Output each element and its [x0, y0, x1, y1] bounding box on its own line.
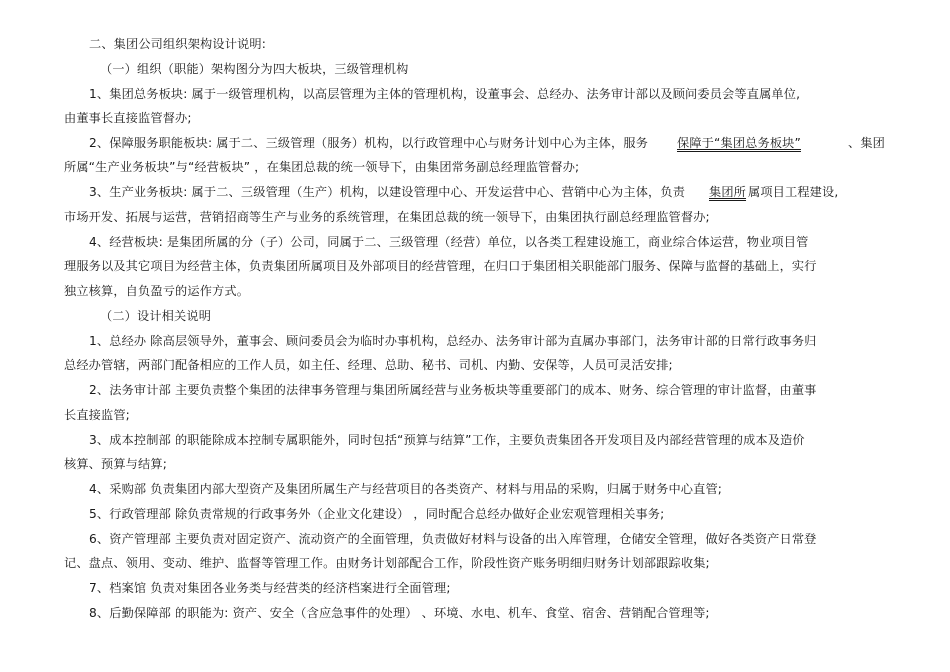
paragraph-line: 独立核算，自负盈亏的运作方式。 [64, 284, 250, 298]
paragraph-line: 由董事长直接监管督办; [64, 111, 192, 125]
subsection-heading: （一）组织（职能）架构图分为四大板块，三级管理机构 [100, 62, 409, 76]
paragraph-line: 所属“生产业务板块”与“经营板块” ，在集团总裁的统一领导下，由集团常务副总经理监管督办; [64, 160, 580, 174]
paragraph-line: 2、法务审计部 主要负责整个集团的法律事务管理与集团所属经营与业务板块等重要部门的成本、财务、综合管理的审计监督，由董事 [89, 383, 817, 397]
paragraph-line: 5、行政管理部 除负责常规的行政事务外（企业文化建设） ，同时配合总经办做好企业宏观管理相关事务; [89, 507, 665, 521]
underlined-phrase: 保障于“集团总务板块” [677, 136, 801, 150]
paragraph-line: 4、采购部 负责集团内部大型资产及集团所属生产与经营项目的各类资产、材料与用品的采购，归属于财务中心直管; [89, 482, 723, 496]
paragraph-line: 总经办管辖，两部门配备相应的工作人员，如主任、经理、总助、秘书、司机、内勤、安保等，人员可灵活安排; [64, 358, 673, 372]
paragraph-line: 记、盘点、领用、变动、维护、监督等管理工作。由财务计划部配合工作，阶段性资产账务明细归财务计划部跟踪收集; [64, 556, 710, 570]
paragraph-line: 8、后勤保障部 的职能为: 资产、安全（含应急事件的处理） 、环境、水电、机车、食堂、宿舍、营销配合管理等; [89, 606, 710, 620]
section-heading: 二、集团公司组织架构设计说明: [89, 37, 266, 51]
paragraph-line: 2、保障服务职能板块: 属于二、三级管理（服务）机构，以行政管理中心与财务计划中心为主体，服务 [89, 136, 649, 150]
paragraph-line: 长直接监管; [64, 408, 130, 422]
paragraph-line: 3、成本控制部 的职能除成本控制专属职能外，同时包括“预算与结算”工作，主要负责集团各开发项目及内部经营管理的成本及造价 [89, 433, 805, 447]
paragraph-line: 市场开发、拓展与运营，营销招商等生产与业务的系统管理，在集团总裁的统一领导下，由集团执行副总经理监管督办; [64, 210, 710, 224]
paragraph-line: 6、资产管理部 主要负责对固定资产、流动资产的全面管理，负责做好材料与设备的出入库管理，仓储安全管理，做好各类资产日常登 [89, 532, 817, 546]
paragraph-line: 4、经营板块: 是集团所属的分（子）公司，同属于二、三级管理（经营）单位，以各类工程建设施工，商业综合体运营，物业项目管 [89, 235, 809, 249]
paragraph-line: 核算、预算与结算; [64, 457, 167, 471]
paragraph-line: 7、档案馆 负责对集团各业务类与经营类的经济档案进行全面管理; [89, 581, 451, 595]
paragraph-line: 3、生产业务板块: 属于二、三级管理（生产）机构，以建设管理中心、开发运营中心、营销中心为主体，负责 [89, 185, 686, 199]
paragraph-line: 、集团 [848, 136, 886, 150]
underlined-phrase: 集团所 [709, 185, 747, 199]
subsection-heading: （二）设计相关说明 [100, 309, 212, 323]
paragraph-line: 理服务以及其它项目为经营主体，负责集团所属项目及外部项目的经营管理，在归口于集团相关职能部门服务、保障与监督的基础上，实行 [64, 259, 817, 273]
paragraph-line: 1、集团总务板块: 属于一级管理机构，以高层管理为主体的管理机构，设董事会、总经办、法务审计部以及顾问委员会等直属单位, [89, 87, 801, 101]
paragraph-line: 1、总经办 除高层领导外，董事会、顾问委员会为临时办事机构，总经办、法务审计部为直属办事部门，法务审计部的日常行政事务归 [89, 334, 817, 348]
paragraph-line: 属项目工程建设, [748, 185, 839, 199]
